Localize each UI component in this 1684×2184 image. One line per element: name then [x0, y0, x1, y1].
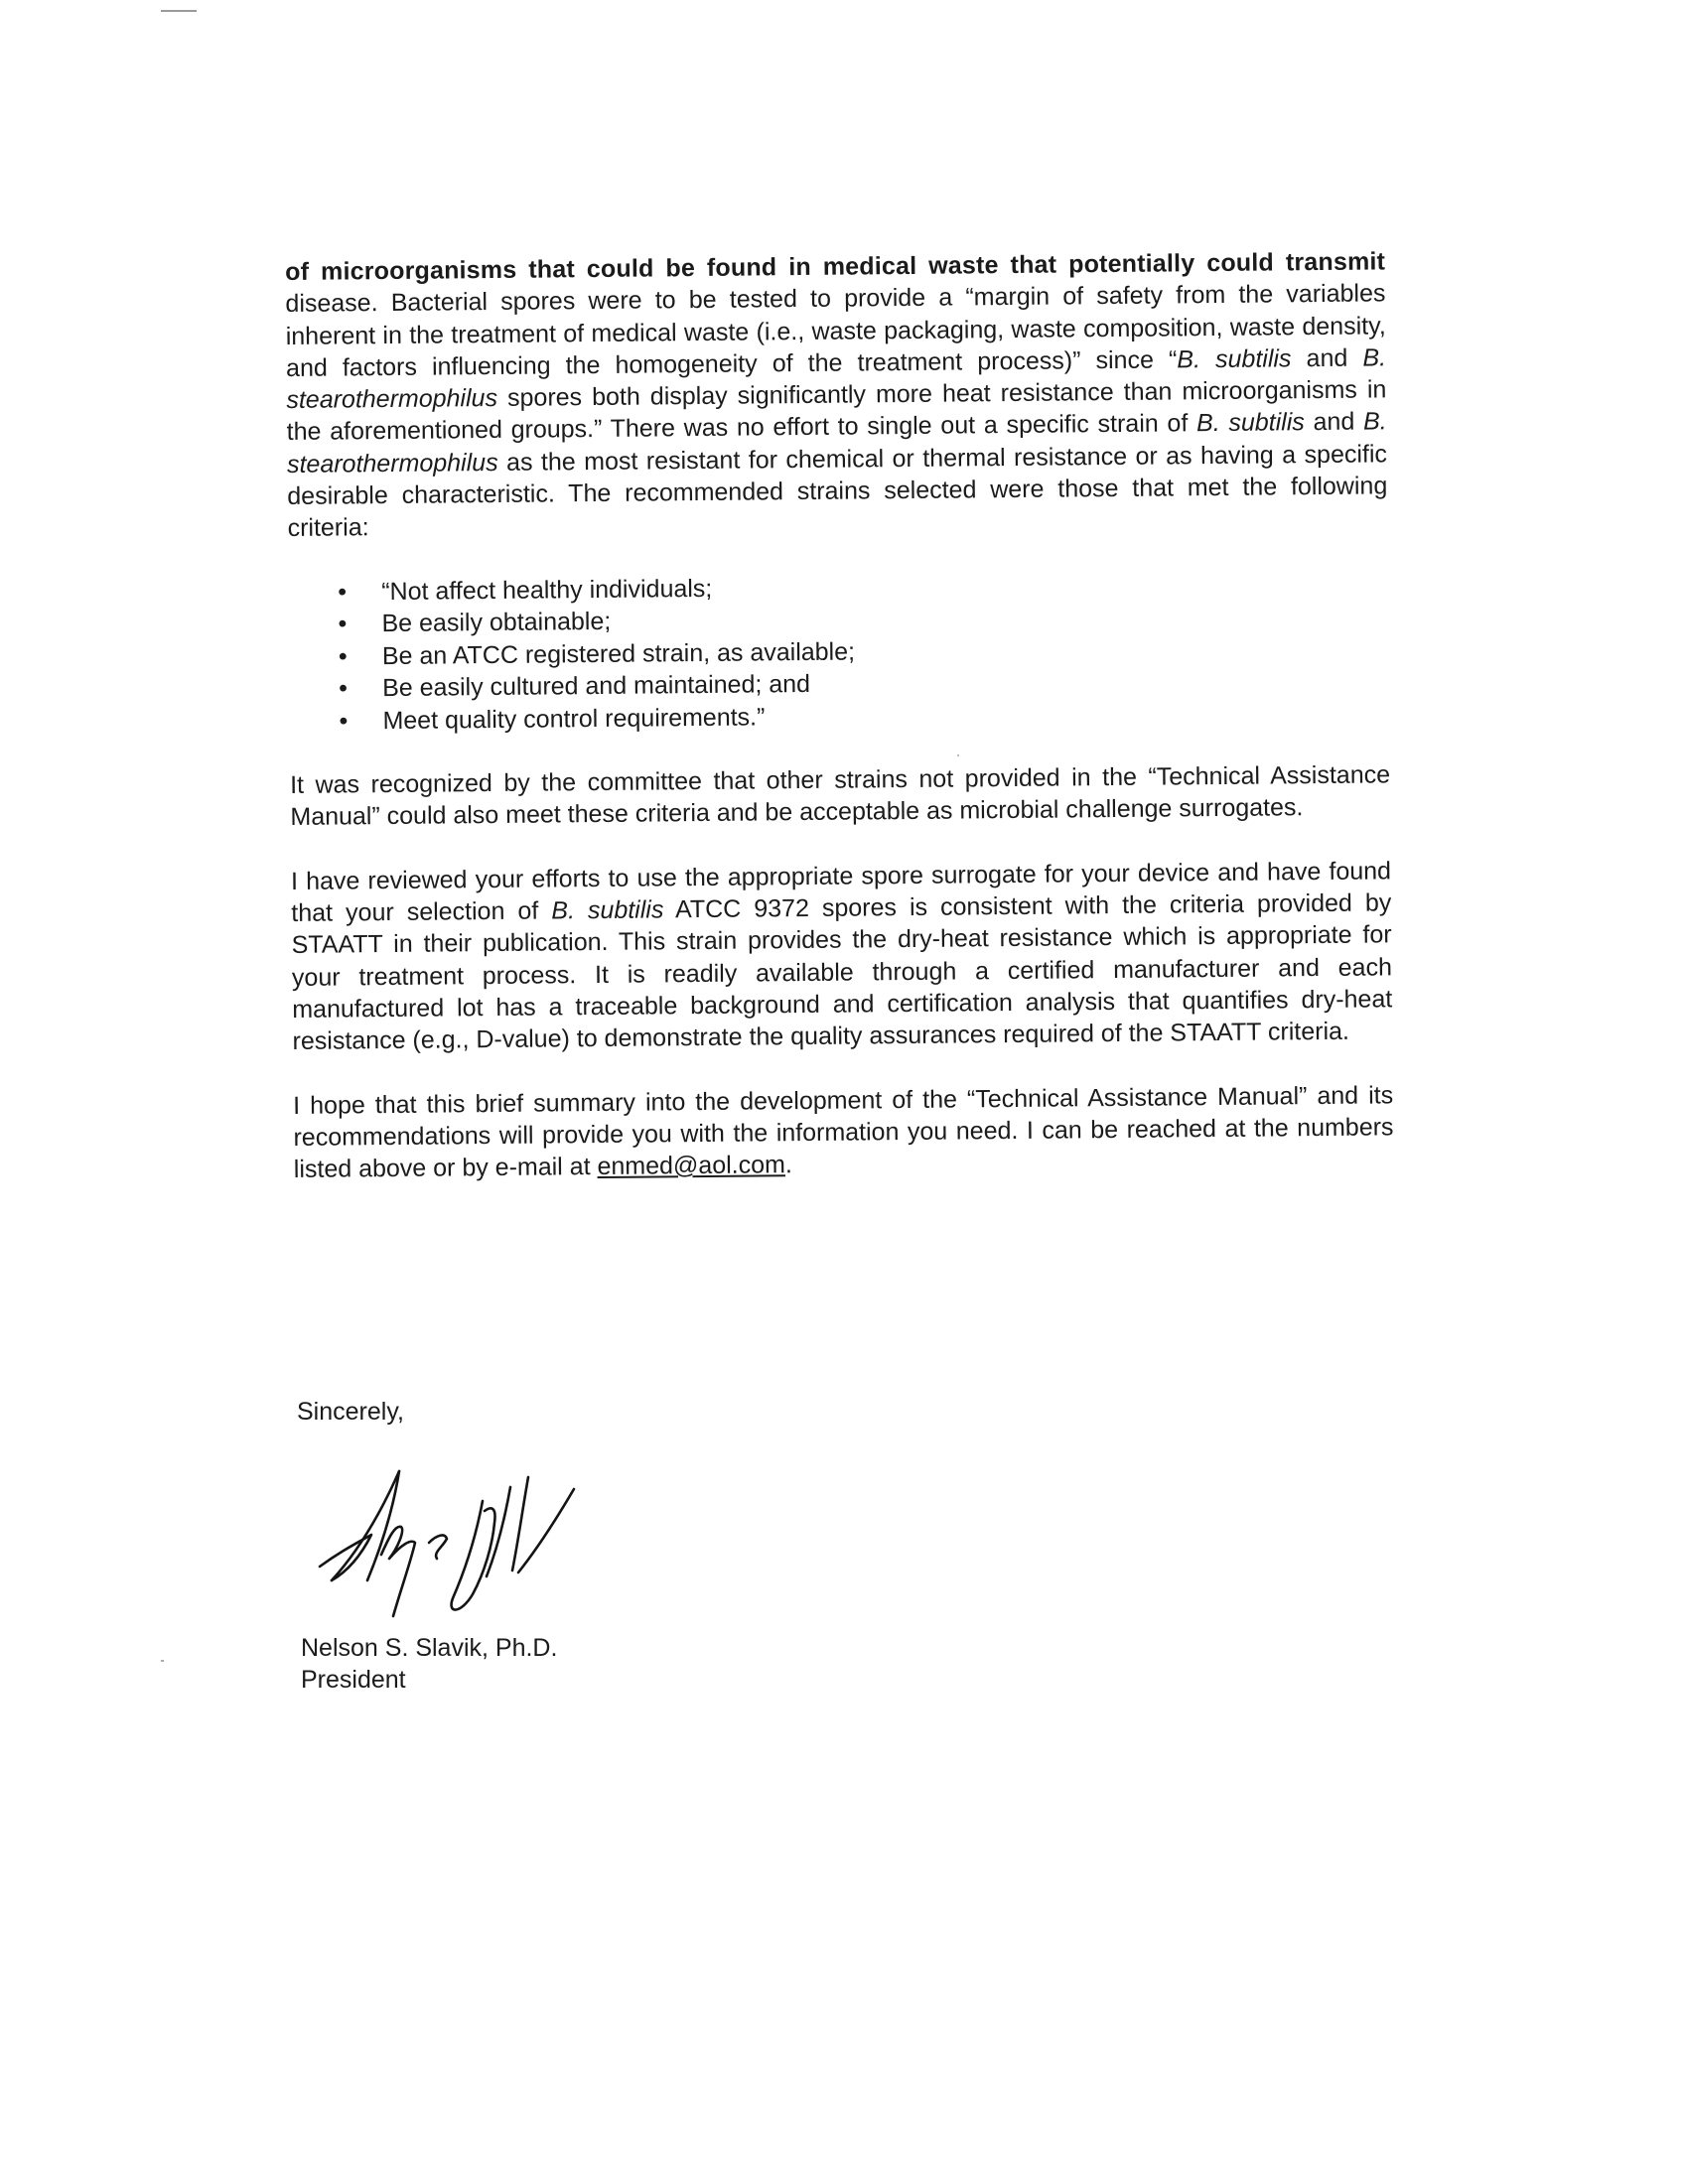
bullet-icon: •: [338, 610, 348, 638]
closing: Sincerely,: [297, 1398, 404, 1426]
scan-artifact-mark: [161, 10, 197, 12]
list-item: • Be an ATCC registered strain, as available;: [339, 630, 1389, 673]
species-name: B. subtilis: [1195, 408, 1305, 438]
species-name: B. stearothermophilus: [286, 343, 1387, 415]
paragraph-review: I have reviewed your efforts to use the appropriate spore surrogate for your device and have found that your selection of B. subtilis ATCC 9372 spores is consistent with the criteria provided by STAATT in their publication. This strain provides the dry-heat resistance which is appropriate for your treatment process. It is readily available through a certified manufacturer and each manufactured lot has a traceable background and certification analysis that quantifies dry-heat resistance (e.g., D-value) to demonstrate the quality assurances required of the STAATT criteria.: [290, 857, 1393, 1056]
species-name: B. stearothermophilus: [286, 407, 1387, 478]
signature-image: [298, 1449, 616, 1638]
bullet-icon: •: [338, 578, 348, 607]
scan-artifact-mark: [161, 1660, 164, 1662]
signer-block: [301, 1632, 557, 1696]
bullet-icon: •: [339, 707, 349, 736]
list-item: • “Not affect healthy individuals;: [338, 566, 1388, 609]
paragraph-contact: I hope that this brief summary into the development of the “Technical Assistance Manual” and its recommendations will provide you with the information you need. I can be reached at the numbers listed above or by e-mail at enmed@aol.com.: [293, 1080, 1394, 1184]
species-name: B. subtilis: [1177, 344, 1292, 374]
list-item: • Be easily cultured and maintained; and: [339, 663, 1389, 706]
paragraph-committee: It was recognized by the committee that other strains not provided in the “Technical Assistance Manual” could also meet these criteria and be acceptable as microbial challenge surrogates.: [289, 760, 1391, 832]
bullet-icon: •: [338, 642, 348, 671]
list-item: • Be easily obtainable;: [338, 599, 1388, 641]
species-name: B. subtilis: [551, 895, 664, 925]
email-link[interactable]: enmed@aol.com: [597, 1151, 786, 1181]
continuation-line: of microorganisms that could be found in medical waste that potentially could transmit: [285, 247, 1386, 286]
criteria-list: [288, 566, 1390, 738]
signer-title: President: [301, 1666, 406, 1694]
letter-body: [285, 245, 1394, 1185]
bullet-icon: •: [339, 674, 349, 703]
list-item: • Meet quality control requirements.”: [339, 695, 1389, 738]
paragraph-spore-selection: disease. Bacterial spores were to be tested to provide a “margin of safety from the variables inherent in the treatment of medical waste (i.e., waste packaging, waste composition, waste density, and factors influencing the homogeneity of the treatment process)” since “B. subtilis and B. stearothermophilus spores both display significantly more heat resistance than microorganisms in the aforementioned groups.” There was no effort to single out a specific strain of B. subtilis and B. stearothermophilus as the most resistant for chemical or thermal resistance or as having a specific desirable characteristic. The recommended strains selected were those that met the following criteria:: [285, 279, 1388, 543]
signer-name: Nelson S. Slavik, Ph.D.: [301, 1634, 558, 1662]
